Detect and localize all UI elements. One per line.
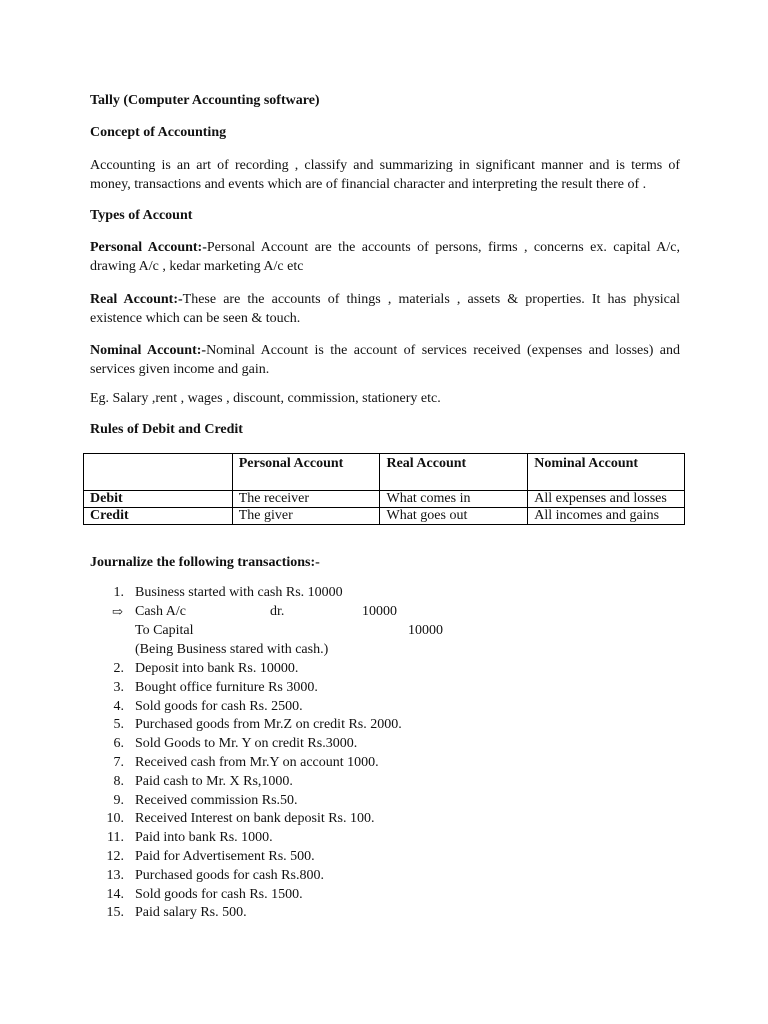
item-text: Bought office furniture Rs 3000.	[135, 679, 318, 695]
rules-table-header	[84, 454, 685, 491]
item-number: 5.	[113, 717, 124, 733]
table-cell: What comes in	[380, 491, 528, 508]
real-account-text: These are the accounts of things , materials , assets & properties. It has physical existence which can be seen & touch.	[90, 292, 680, 326]
item-text: Business started with cash Rs. 10000	[135, 585, 343, 600]
header-cell-nominal: Nominal Account	[528, 454, 685, 491]
item-text: Paid salary Rs. 500.	[135, 905, 247, 921]
table-cell: All expenses and losses	[528, 491, 685, 508]
item-number: 9.	[113, 792, 124, 808]
journal-heading: Journalize the following transactions:-	[90, 555, 320, 570]
item-number: 15.	[106, 905, 124, 921]
real-account-paragraph	[90, 290, 680, 328]
header-cell-empty	[84, 454, 233, 491]
rules-table	[83, 453, 685, 525]
personal-account-label: Personal Account:-	[90, 240, 207, 255]
table-cell: All incomes and gains	[528, 508, 685, 525]
header-cell-real: Real Account	[380, 454, 528, 491]
row-label-debit: Debit	[84, 491, 233, 508]
item-number: 8.	[113, 773, 124, 789]
header-cell-personal: Personal Account	[232, 454, 380, 491]
item-number: 3.	[113, 679, 124, 695]
item-number: 6.	[113, 736, 124, 752]
item-text: Purchased goods for cash Rs.800.	[135, 867, 324, 883]
table-cell: The receiver	[232, 491, 380, 508]
item-number: 10.	[106, 811, 124, 827]
arrow-icon: ⇨	[112, 604, 123, 619]
nominal-account-label: Nominal Account:-	[90, 343, 207, 358]
table-row-credit	[84, 508, 685, 525]
item-number: 12.	[106, 849, 124, 864]
item-text: Received cash from Mr.Y on account 1000.	[135, 755, 379, 770]
item-text: Received Interest on bank deposit Rs. 100.	[135, 811, 375, 827]
nominal-account-text: Nominal Account is the account of services received (expenses and losses) and services given income and gain.	[90, 343, 680, 377]
nominal-account-paragraph	[90, 341, 680, 379]
item-text: Deposit into bank Rs. 10000.	[135, 661, 299, 676]
item-number: 1.	[113, 585, 124, 600]
types-heading: Types of Account	[90, 208, 193, 223]
item-text: Sold goods for cash Rs. 2500.	[135, 698, 303, 714]
item-number: 2.	[113, 661, 124, 676]
item-text: Sold goods for cash Rs. 1500.	[135, 886, 303, 902]
debit-amount: 10000	[362, 604, 397, 619]
item-number: 7.	[113, 755, 124, 770]
item-number: 13.	[106, 867, 124, 883]
item-text: Paid into bank Rs. 1000.	[135, 830, 273, 846]
concept-heading: Concept of Accounting	[90, 125, 227, 140]
rules-heading: Rules of Debit and Credit	[90, 422, 243, 437]
item-text: Paid for Advertisement Rs. 500.	[135, 849, 315, 864]
debit-account: Cash A/c	[135, 604, 186, 619]
item-text: Sold Goods to Mr. Y on credit Rs.3000.	[135, 736, 358, 752]
item-text: Paid cash to Mr. X Rs,1000.	[135, 773, 293, 789]
real-account-label: Real Account:-	[90, 292, 183, 307]
item-number: 14.	[106, 886, 124, 902]
table-cell: What goes out	[380, 508, 528, 525]
item-number: 4.	[113, 698, 124, 714]
item-text: Received commission Rs.50.	[135, 792, 298, 808]
personal-account-paragraph	[90, 238, 680, 276]
concept-paragraph: Accounting is an art of recording , classify and summarizing in significant manner and is terms of money, transactions and events which are of financial character and interpreting the result there of .	[90, 158, 680, 192]
item-text: Purchased goods from Mr.Z on credit Rs. 2000.	[135, 717, 402, 733]
credit-account: To Capital	[135, 623, 194, 638]
table-row-debit	[84, 491, 685, 508]
item-number: 11.	[107, 830, 124, 846]
narration-text: (Being Business stared with cash.)	[135, 642, 329, 657]
row-label-credit: Credit	[84, 508, 233, 525]
document-title: Tally (Computer Accounting software)	[90, 93, 320, 108]
example-line: Eg. Salary ,rent , wages , discount, commission, stationery etc.	[90, 391, 441, 406]
credit-amount: 10000	[408, 623, 443, 638]
table-cell: The giver	[232, 508, 380, 525]
dr-label: dr.	[270, 604, 285, 619]
personal-account-text: Personal Account are the accounts of persons, firms , concerns ex. capital A/c, drawing A/c , kedar marketing A/c etc	[90, 240, 680, 274]
